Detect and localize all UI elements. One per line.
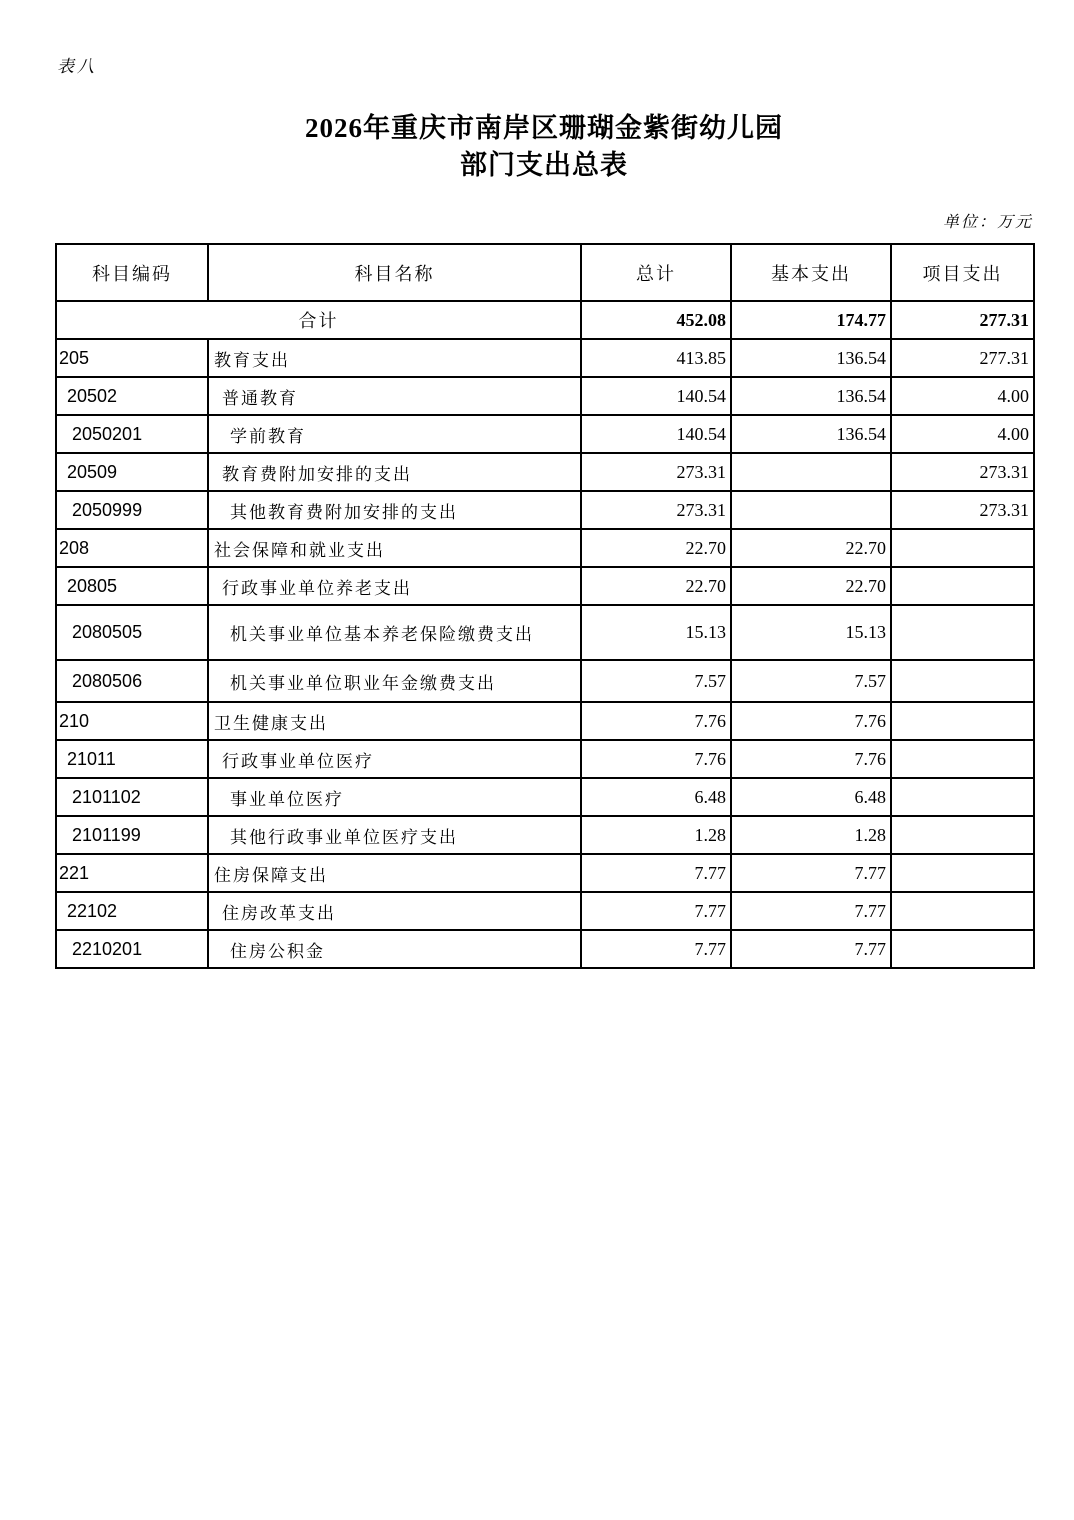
- table-row: [56, 816, 1034, 854]
- project-cell: 4.00: [891, 377, 1034, 415]
- code-cell: 21011: [56, 740, 208, 778]
- total-cell: 413.85: [581, 339, 731, 377]
- total-cell: 1.28: [581, 816, 731, 854]
- code-cell: 20805: [56, 567, 208, 605]
- project-cell: 277.31: [891, 339, 1034, 377]
- total-cell: 7.77: [581, 892, 731, 930]
- total-cell: 22.70: [581, 529, 731, 567]
- code-cell: 20509: [56, 453, 208, 491]
- project-cell: [891, 854, 1034, 892]
- table-row: [56, 491, 1034, 529]
- name-cell: 住房改革支出: [208, 892, 581, 930]
- table-row: [56, 854, 1034, 892]
- code-cell: 210: [56, 702, 208, 740]
- table-row: [56, 377, 1034, 415]
- basic-cell: 136.54: [731, 339, 891, 377]
- basic-cell: 7.76: [731, 740, 891, 778]
- table-row: [56, 740, 1034, 778]
- name-cell: 机关事业单位基本养老保险缴费支出: [208, 605, 581, 660]
- name-cell: 学前教育: [208, 415, 581, 453]
- name-cell: 教育费附加安排的支出: [208, 453, 581, 491]
- name-cell: 教育支出: [208, 339, 581, 377]
- sheet-label: 表八: [57, 57, 97, 76]
- name-cell: 普通教育: [208, 377, 581, 415]
- code-cell: 221: [56, 854, 208, 892]
- table-row: [56, 702, 1034, 740]
- code-cell: 2210201: [56, 930, 208, 968]
- table-row: [56, 567, 1034, 605]
- column-header-basic-expenditure: 基本支出: [731, 244, 891, 301]
- project-cell: [891, 930, 1034, 968]
- total-cell: 6.48: [581, 778, 731, 816]
- project-cell: [891, 567, 1034, 605]
- total-cell: 7.76: [581, 740, 731, 778]
- page-title-line2: 部门支出总表: [460, 150, 628, 180]
- code-cell: 20502: [56, 377, 208, 415]
- name-cell: 住房公积金: [208, 930, 581, 968]
- basic-cell: 136.54: [731, 415, 891, 453]
- table-row: [56, 778, 1034, 816]
- table-row: [56, 605, 1034, 660]
- project-cell: 273.31: [891, 453, 1034, 491]
- project-cell: [891, 778, 1034, 816]
- unit-label: 单位：万元: [942, 214, 1033, 231]
- name-cell: 社会保障和就业支出: [208, 529, 581, 567]
- grand-total-basic-cell: 174.77: [731, 301, 891, 339]
- table-row: [56, 660, 1034, 702]
- basic-cell: 15.13: [731, 605, 891, 660]
- column-header-total: 总计: [581, 244, 731, 301]
- name-cell: 事业单位医疗: [208, 778, 581, 816]
- total-cell: 140.54: [581, 415, 731, 453]
- total-cell: 140.54: [581, 377, 731, 415]
- column-header-subject-code: 科目编码: [56, 244, 208, 301]
- grand-total-project-cell: 277.31: [891, 301, 1034, 339]
- total-cell: 273.31: [581, 453, 731, 491]
- grand-total-label: 合计: [56, 301, 581, 339]
- project-cell: [891, 816, 1034, 854]
- grand-total-row: [56, 301, 1034, 339]
- code-cell: 2080506: [56, 660, 208, 702]
- total-cell: 273.31: [581, 491, 731, 529]
- table-header-row: [56, 244, 1034, 301]
- code-cell: 2101199: [56, 816, 208, 854]
- total-cell: 22.70: [581, 567, 731, 605]
- table-row: [56, 892, 1034, 930]
- table-row: [56, 930, 1034, 968]
- basic-cell: 6.48: [731, 778, 891, 816]
- project-cell: [891, 605, 1034, 660]
- total-cell: 15.13: [581, 605, 731, 660]
- column-header-subject-name: 科目名称: [208, 244, 581, 301]
- basic-cell: 7.77: [731, 854, 891, 892]
- basic-cell: 7.77: [731, 930, 891, 968]
- basic-cell: 22.70: [731, 567, 891, 605]
- code-cell: 205: [56, 339, 208, 377]
- name-cell: 住房保障支出: [208, 854, 581, 892]
- project-cell: [891, 740, 1034, 778]
- total-cell: 7.77: [581, 930, 731, 968]
- code-cell: 2050999: [56, 491, 208, 529]
- basic-cell: 22.70: [731, 529, 891, 567]
- project-cell: [891, 702, 1034, 740]
- project-cell: 273.31: [891, 491, 1034, 529]
- project-cell: [891, 892, 1034, 930]
- table-row: [56, 415, 1034, 453]
- name-cell: 卫生健康支出: [208, 702, 581, 740]
- project-cell: [891, 529, 1034, 567]
- code-cell: 208: [56, 529, 208, 567]
- name-cell: 机关事业单位职业年金缴费支出: [208, 660, 581, 702]
- column-header-project-expenditure: 项目支出: [891, 244, 1034, 301]
- code-cell: 2050201: [56, 415, 208, 453]
- name-cell: 行政事业单位医疗: [208, 740, 581, 778]
- basic-cell: 136.54: [731, 377, 891, 415]
- page-title: [55, 110, 1033, 184]
- total-cell: 7.57: [581, 660, 731, 702]
- basic-cell: [731, 491, 891, 529]
- table-row: [56, 339, 1034, 377]
- table-row: [56, 453, 1034, 491]
- grand-total-total-cell: 452.08: [581, 301, 731, 339]
- name-cell: 其他教育费附加安排的支出: [208, 491, 581, 529]
- page-title-line1: 2026年重庆市南岸区珊瑚金紫街幼儿园: [305, 113, 783, 143]
- basic-cell: [731, 453, 891, 491]
- code-cell: 2080505: [56, 605, 208, 660]
- code-cell: 2101102: [56, 778, 208, 816]
- table-row: [56, 529, 1034, 567]
- basic-cell: 7.57: [731, 660, 891, 702]
- code-cell: 22102: [56, 892, 208, 930]
- project-cell: 4.00: [891, 415, 1034, 453]
- name-cell: 其他行政事业单位医疗支出: [208, 816, 581, 854]
- expenditure-summary-table: [55, 243, 1035, 969]
- total-cell: 7.77: [581, 854, 731, 892]
- basic-cell: 1.28: [731, 816, 891, 854]
- total-cell: 7.76: [581, 702, 731, 740]
- name-cell: 行政事业单位养老支出: [208, 567, 581, 605]
- project-cell: [891, 660, 1034, 702]
- basic-cell: 7.76: [731, 702, 891, 740]
- basic-cell: 7.77: [731, 892, 891, 930]
